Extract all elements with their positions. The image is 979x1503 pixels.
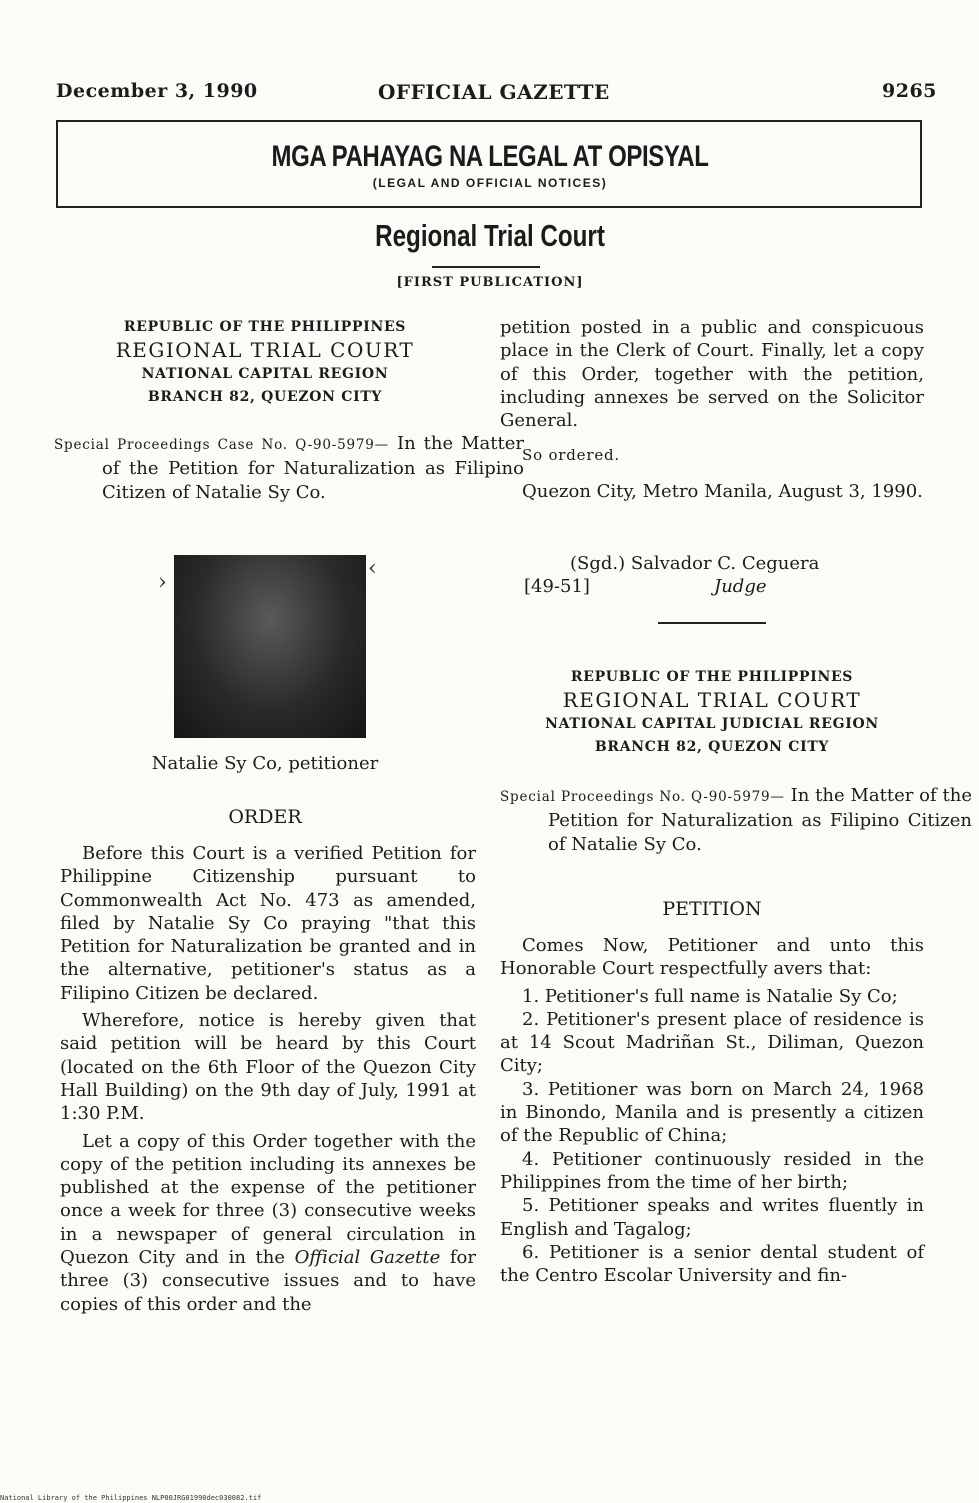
photo-mark-right: ‹: [368, 556, 377, 581]
page-number: 9265: [882, 80, 937, 102]
issue-date: December 3, 1990: [56, 80, 258, 102]
banner-left-rule: [56, 120, 58, 208]
so-ordered: So ordered.: [522, 446, 620, 465]
order-paragraph-2: Wherefore, notice is hereby given that said petition will be heard by this Court (located on the 6th Floor of the Quezon City Hall Building) on the 9th day of July, 1991 at 1:30 P.M.: [60, 1010, 476, 1125]
notice-separator: [658, 622, 766, 624]
petition-item-4: 4. Petitioner continuously resided in the Philippines from the time of her birth;: [500, 1148, 924, 1193]
petition-item-2: 2. Petitioner's present place of residence is at 14 Scout Madriñan St., Diliman, Quezon City;: [500, 1008, 924, 1077]
order-paragraph-3-a: Let a copy of this Order together with the copy of the petition including its annexes be published at the expense of the petitioner once a week for three (3) consecutive weeks in a newspaper of general circulation in Quezon City and in the: [60, 1130, 476, 1269]
section-rule: [432, 266, 540, 268]
section-title: Regional Trial Court: [375, 218, 605, 253]
right-case-caption: [500, 784, 972, 856]
banner-subtitle: (LEGAL AND OFFICIAL NOTICES): [372, 176, 608, 190]
branch-line: BRANCH 82, QUEZON CITY: [147, 388, 383, 405]
banner-title: MGA PAHAYAG NA LEGAL AT OPISYAL: [271, 140, 709, 173]
order-paragraph-3-b: for three (3) consecutive issues and to have copies of this order and the: [60, 1247, 476, 1315]
banner-top-rule: [56, 120, 922, 122]
judge-title: Judge: [714, 576, 767, 597]
petitioner-photo: [174, 555, 366, 738]
banner-bottom-rule: [56, 206, 922, 208]
republic-line: REPUBLIC OF THE PHILIPPINES: [123, 319, 407, 335]
order-paragraph-1: Before this Court is a verified Petition for Philippine Citizenship pursuant to Commonwealth Act No. 473 as amended, filed by Natalie Sy Co praying "that this Petition for Naturalization be granted and in the alternative, petitioner's status as a Filipino Citizen be declared.: [60, 843, 476, 1004]
republic-line-2: REPUBLIC OF THE PHILIPPINES: [570, 669, 854, 685]
court-line: REGIONAL TRIAL COURT: [115, 338, 415, 363]
photo-caption: Natalie Sy Co, petitioner: [151, 753, 379, 774]
banner-right-rule: [920, 120, 922, 208]
signature-line: (Sgd.) Salvador C. Ceguera: [570, 553, 820, 574]
petition-intro: Comes Now, Petitioner and unto this Honorable Court respectfully avers that:: [500, 935, 924, 980]
right-top-text: [500, 316, 924, 503]
court-line-2: REGIONAL TRIAL COURT: [562, 688, 862, 713]
order-title: ORDER: [228, 806, 302, 828]
case-caption: In the Matter of the Petition for Naturalization as Filipino Citizen of Natalie Sy Co.: [102, 433, 524, 503]
case-label: Special Proceedings Case No. Q-90-5979—: [54, 437, 389, 453]
left-case-caption: [54, 432, 524, 504]
petition-title: PETITION: [662, 898, 762, 920]
case-label-2: Special Proceedings No. Q-90-5979—: [500, 789, 785, 805]
petition-item-3: 3. Petitioner was born on March 24, 1968 in Binondo, Manila and is presently a citizen of the Republic of China;: [500, 1078, 924, 1147]
case-caption-2: In the Matter of the Petition for Naturalization as Filipino Citizen of Natalie Sy Co.: [548, 785, 973, 855]
order-continuation: petition posted in a public and conspicuous place in the Clerk of Court. Finally, let a copy of this Order, together with the petition, including annexes be served on the Solicitor General.: [500, 317, 924, 432]
petition-body: [500, 934, 924, 1287]
order-date-line: Quezon City, Metro Manila, August 3, 1990.: [522, 480, 923, 502]
order-paragraph-3: [60, 1130, 476, 1316]
left-court-heading: [60, 316, 470, 409]
petition-item-5: 5. Petitioner speaks and writes fluently in English and Tagalog;: [500, 1195, 924, 1240]
branch-line-2: BRANCH 82, QUEZON CITY: [594, 738, 830, 755]
scan-footer: National Library of the Philippines NLP00JRG01990dec030082.tif: [0, 1494, 262, 1502]
petition-item-6: 6. Petitioner is a senior dental student of the Centro Escolar University and fin-: [500, 1241, 924, 1287]
photo-mark-left: ›: [158, 570, 167, 595]
region-line-2: NATIONAL CAPITAL JUDICIAL REGION: [545, 715, 879, 732]
order-body: [60, 842, 476, 1316]
publication-note: [FIRST PUBLICATION]: [396, 275, 584, 290]
publication-name: OFFICIAL GAZETTE: [378, 80, 610, 104]
petition-item-1: 1. Petitioner's full name is Natalie Sy Co;: [522, 985, 898, 1007]
gazette-ref: Official Gazette: [294, 1247, 441, 1269]
right-court-heading: [500, 666, 924, 759]
reference-number: [49-51]: [524, 576, 590, 597]
region-line: NATIONAL CAPITAL REGION: [141, 365, 389, 382]
